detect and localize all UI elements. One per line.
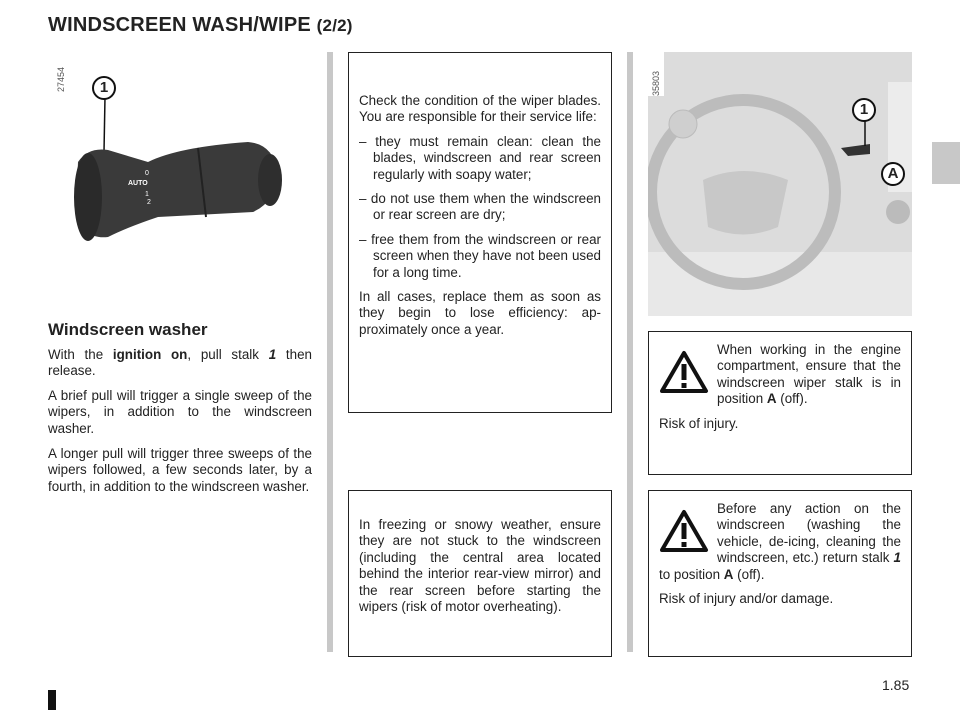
- stalk-label-2: 2: [147, 199, 151, 206]
- title-part: (2/2): [316, 16, 353, 35]
- page-title: [48, 14, 353, 37]
- title-text: WINDSCREEN WASH/WIPE: [48, 14, 311, 36]
- warning-box-engine: [648, 331, 912, 475]
- washer-paragraph-2: A brief pull will trigger a single sweep of the wipers, in addition to the windscreen washer.: [48, 387, 312, 436]
- callout-1: 1: [852, 98, 876, 122]
- stalk-label-auto: AUTO: [128, 180, 148, 187]
- stalk-illustration: [48, 52, 318, 252]
- check-outro: In all cases, replace them as soon as they begin to lose efficiency: approximately once a year.: [359, 289, 601, 337]
- figure-number: 27454: [56, 66, 66, 92]
- stalk-label-1: 1: [145, 191, 149, 198]
- steering-wheel-image: [648, 52, 912, 316]
- stalk-label-0: 0: [145, 170, 149, 177]
- steering-wheel-illustration: [648, 52, 912, 316]
- warning-icon: [659, 350, 709, 394]
- washer-section: [48, 322, 312, 503]
- warning-box-windscreen: [648, 490, 912, 657]
- freezing-box: [348, 490, 612, 657]
- callout-1: 1: [92, 76, 116, 100]
- check-intro: Check the condition of the wiper blades. You are responsible for their service life:: [359, 93, 601, 125]
- crop-mark: [48, 690, 56, 710]
- check-item: – they must remain clean: clean the blades, windscreen and rear screen regularly with soapy water;: [359, 133, 601, 182]
- column-divider: [327, 52, 333, 652]
- risk-text: Risk of injury.: [659, 415, 739, 431]
- page-number: 1.85: [882, 677, 910, 693]
- risk-text: Risk of injury and/or damage.: [659, 591, 834, 607]
- section-tab: [932, 142, 960, 184]
- warning-text: Before any action on the windscreen (washing the vehicle, de-icing, cleaning the windscreen, etc.) return stalk 1 to position A (off).: [659, 501, 901, 582]
- wiper-check-box: [348, 52, 612, 413]
- column-divider: [627, 52, 633, 652]
- warning-icon: [659, 509, 709, 553]
- callout-a: A: [881, 162, 905, 186]
- washer-paragraph-3: A longer pull will trigger three sweeps of the wipers followed, a few seconds later, by a fourth, in addition to the windscreen washer.: [48, 445, 312, 494]
- section-heading: Windscreen washer: [48, 320, 208, 339]
- wiper-stalk-image: [48, 52, 318, 252]
- check-item: – free them from the windscreen or rear screen when they have not been used for a long time.: [359, 231, 601, 280]
- washer-paragraph-1: With the ignition on, pull stalk 1 then release.: [48, 346, 312, 379]
- check-item: – do not use them when the windscreen or rear screen are dry;: [359, 191, 601, 223]
- figure-number: 35803: [651, 70, 661, 96]
- freezing-text: In freezing or snowy weather, ensure they are not stuck to the windscreen (including the central area located behind the interior rear-view mirror) and the rear screen before starting the wipers (risk of motor overheating).: [359, 517, 601, 615]
- warning-text: When working in the engine compartment, ensure that the windscreen wiper stalk is in position A (off).: [717, 342, 901, 407]
